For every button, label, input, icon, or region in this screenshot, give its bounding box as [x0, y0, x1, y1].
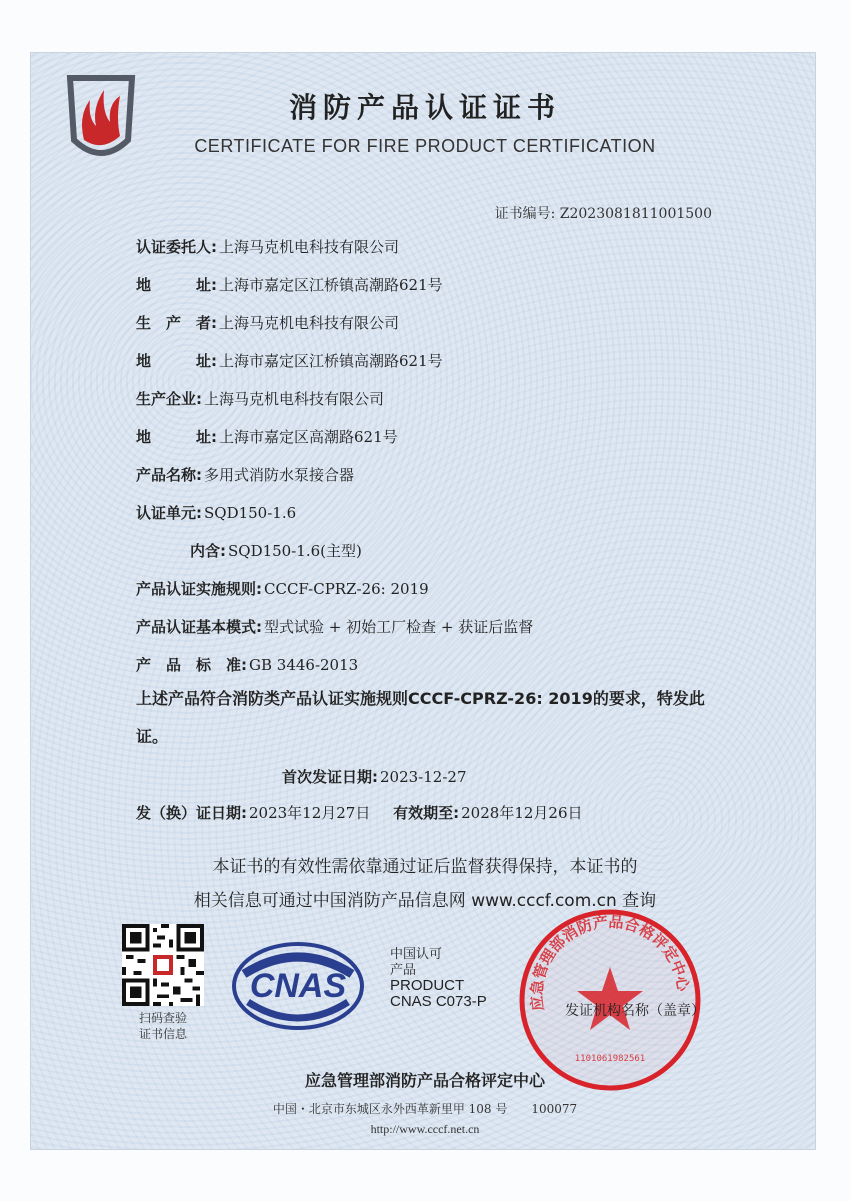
field-value: SQD150-1.6: [204, 504, 297, 522]
field-label: 产品认证基本模式:: [136, 618, 262, 636]
title-chinese: 消防产品认证证书: [288, 91, 561, 124]
expiry-date-value: 2028年12月26日: [461, 804, 583, 822]
field-manufacturer: [136, 312, 399, 333]
field-value: 多用式消防水泵接合器: [204, 466, 355, 484]
field-label: 生 产 者:: [136, 314, 217, 332]
cnas-logo-text: CNAS: [249, 967, 347, 1005]
first-issue-date: [282, 766, 466, 787]
field-factory: [136, 388, 384, 409]
field-cert-mode: [136, 616, 533, 637]
title-english: CERTIFICATE FOR FIRE PRODUCT CERTIFICATION: [194, 136, 656, 156]
field-label: 地 址:: [136, 276, 217, 294]
certificate-number-label: 证书编号:: [494, 206, 556, 222]
field-value: 上海市嘉定区江桥镇高潮路621号: [219, 352, 443, 370]
field-value: 型式试验 + 初始工厂检查 + 获证后监督: [264, 618, 534, 636]
cnas-line4: CNAS C073-P: [390, 993, 487, 1010]
field-label: 产品认证实施规则:: [136, 580, 262, 598]
field-factory-address: [136, 426, 398, 447]
compliance-statement: 上述产品符合消防类产品认证实施规则CCCF-CPRZ-26: 2019的要求，特发此证。: [136, 689, 705, 746]
issue-date-label: 发（换）证日期:: [136, 804, 247, 822]
field-value: CCCF-CPRZ-26: 2019: [264, 580, 429, 598]
field-value: 上海马克机电科技有限公司: [204, 390, 385, 408]
field-label: 产品名称:: [136, 466, 202, 484]
field-label: 认证单元:: [136, 504, 202, 522]
field-cert-rules: [136, 578, 429, 599]
field-value: 上海市嘉定区高潮路621号: [219, 428, 398, 446]
validity-notice-line1: 本证书的有效性需依靠通过证后监督获得保持，本证书的: [212, 857, 638, 877]
issue-date-value: 2023年12月27日: [249, 804, 371, 822]
seal-number: 1101061982561: [574, 1054, 646, 1064]
first-issue-value: 2023-12-27: [380, 768, 467, 786]
qr-caption: [110, 1010, 216, 1042]
validity-notice-line2: 相关信息可通过中国消防产品信息网 www.cccf.com.cn 查询: [193, 891, 657, 911]
cnas-line3: PRODUCT: [390, 977, 465, 994]
field-product-standard: [136, 654, 358, 675]
field-product-name: [136, 464, 354, 485]
field-value: 上海马克机电科技有限公司: [219, 238, 400, 256]
organization-url: http://www.cccf.net.cn: [370, 1122, 480, 1136]
field-value: SQD150-1.6(主型): [228, 542, 362, 560]
field-label: 地 址:: [136, 352, 217, 370]
qr-code-icon: [122, 924, 204, 1006]
cnas-line2: 产品: [390, 962, 417, 977]
field-cert-unit: [136, 502, 296, 523]
field-label: 生产企业:: [136, 390, 202, 408]
field-label: 产 品 标 准:: [136, 656, 247, 674]
issuer-label: 发证机构名称（盖章）: [565, 1003, 705, 1019]
field-label: 内含:: [190, 542, 226, 560]
field-applicant-address: [136, 274, 443, 295]
certificate-number-value: Z2023081811001500: [559, 206, 712, 222]
cnas-accreditation-text: [390, 946, 487, 1010]
field-contains: [190, 540, 362, 561]
seal-ring-text: 应急管理部消防产品合格评定中心: [527, 912, 693, 1012]
organization-address: 中国・北京市东城区永外西革新里甲 108 号 100077: [272, 1102, 578, 1116]
field-applicant: [136, 236, 399, 257]
field-label: 认证委托人:: [136, 238, 217, 256]
certificate-number: [495, 203, 712, 223]
qr-caption-line1: 扫码查验: [138, 1011, 187, 1025]
field-manufacturer-address: [136, 350, 443, 371]
issuing-organization: 应急管理部消防产品合格评定中心: [304, 1071, 545, 1090]
field-value: 上海马克机电科技有限公司: [219, 314, 400, 332]
first-issue-label: 首次发证日期:: [282, 768, 378, 786]
cnas-logo-icon: [230, 940, 366, 1032]
issue-and-expiry-dates: [136, 802, 583, 823]
cnas-line1: 中国认可: [390, 946, 443, 961]
qr-caption-line2: 证书信息: [138, 1027, 187, 1041]
expiry-date-label: 有效期至:: [393, 804, 460, 822]
field-label: 地 址:: [136, 428, 217, 446]
field-value: 上海市嘉定区江桥镇高潮路621号: [219, 276, 443, 294]
field-value: GB 3446-2013: [249, 656, 359, 674]
